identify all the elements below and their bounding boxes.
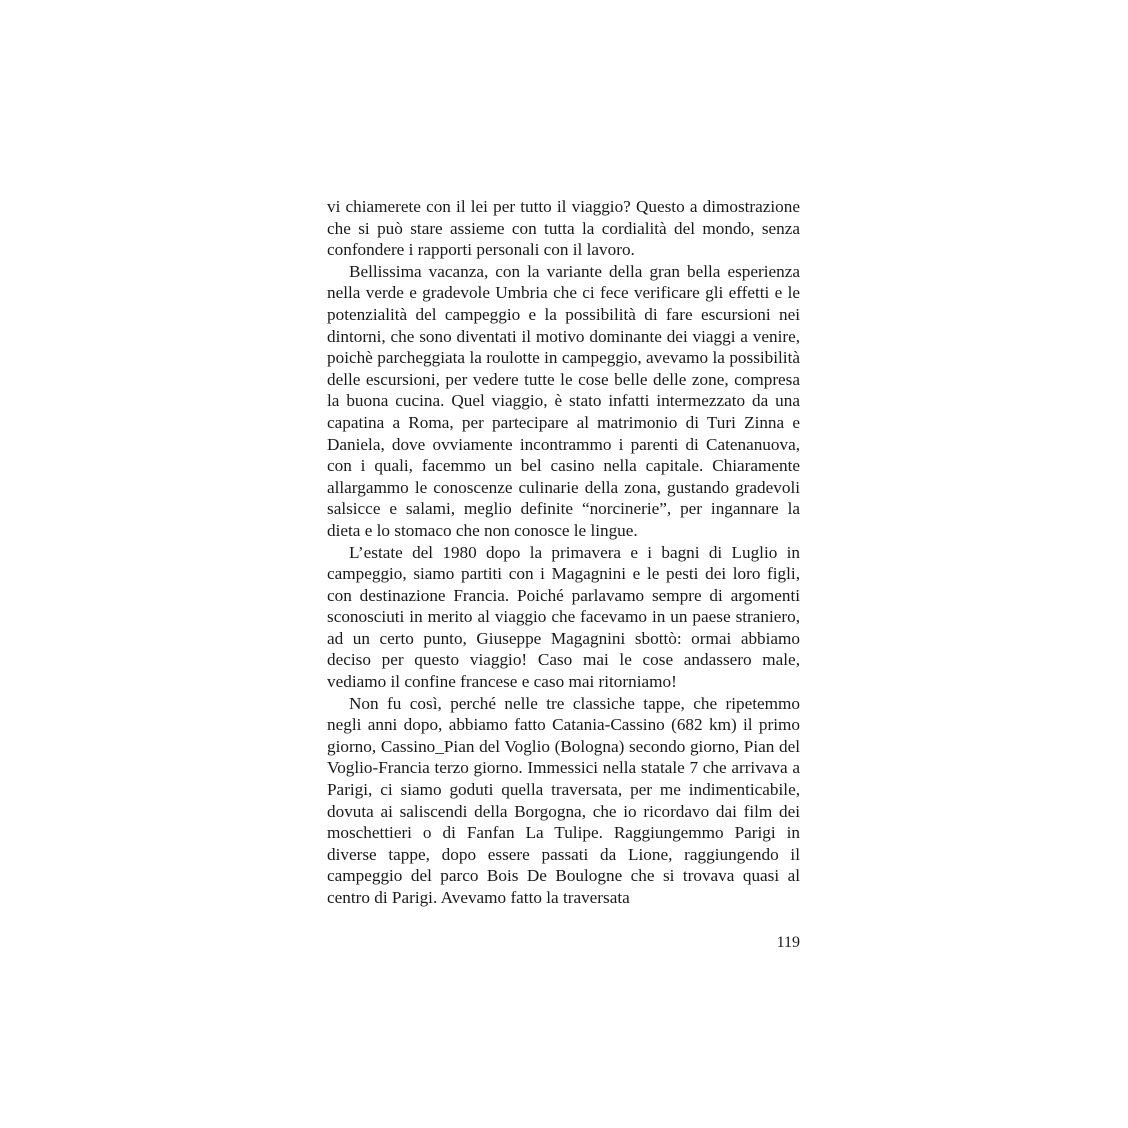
body-text (327, 196, 800, 909)
paragraph-3: L’estate del 1980 dopo la primavera e i bagni di Luglio in campeggio, siamo partiti con i Magagnini e le pesti dei loro figli, con destinazione Francia. Poiché parlavamo sempre di argomenti sconosciuti in merito al viaggio che facevamo in un paese straniero, ad un certo punto, Giuseppe Magagnini sbottò: ormai abbiamo deciso per questo viaggio! Caso mai le cose andassero male, vediamo il confine francese e caso mai ritorniamo! (327, 542, 800, 692)
paragraph-1: vi chiamerete con il lei per tutto il viaggio? Questo a dimostrazione che si può stare assieme con tutta la cordialità del mondo, senza confondere i rapporti personali con il lavoro. (327, 197, 800, 260)
paragraph-4: Non fu così, perché nelle tre classiche tappe, che ripetemmo negli anni dopo, abbiamo fatto Catania-Cassino (682 km) il primo giorno, Cassino_Pian del Voglio (Bologna) secondo giorno, Pian del Voglio-Francia terzo giorno. Immessici nella statale 7 che arrivava a Parigi, ci siamo goduti quella traversata, per me indimenticabile, dovuta ai saliscendi della Borgogna, che io ricordavo dai film dei moschettieri o di Fanfan La Tulipe. Raggiungemmo Parigi in diverse tappe, dopo essere passati da Lione, raggiungendo il campeggio del parco Bois De Boulogne che si trovava quasi al centro di Parigi. Avevamo fatto la traversata (327, 693, 800, 907)
paragraph-2: Bellissima vacanza, con la variante della gran bella esperienza nella verde e gradevole Umbria che ci fece verificare gli effetti e le potenzialità del campeggio e la possibilità di fare escursioni nei dintorni, che sono diventati il motivo dominante dei viaggi a venire, poichè parcheggiata la roulotte in campeggio, avevamo la possibilità delle escursioni, per vedere tutte le cose belle delle zone, compresa la buona cucina. Quel viaggio, è stato infatti intermezzato da una capatina a Roma, per partecipare al matrimonio di Turi Zinna e Daniela, dove ovviamente incontrammo i parenti di Catenanuova, con i quali, facemmo un bel casino nella capitale. Chiaramente allargammo le conoscenze culinarie della zona, gustando gradevoli salsicce e salami, meglio definite “norcinerie”, per ingannare la dieta e lo stomaco che non conosce le lingue. (327, 261, 800, 540)
page-number: 119 (776, 934, 800, 951)
